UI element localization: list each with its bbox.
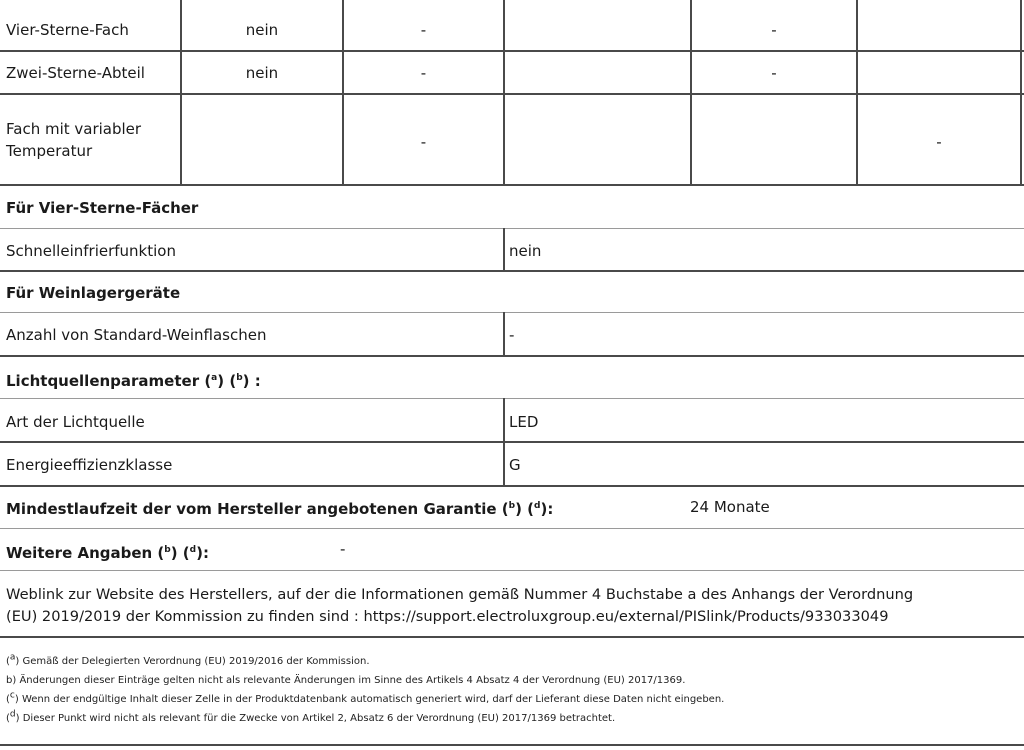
label-text: Weitere Angaben bbox=[6, 544, 153, 562]
footnote-ref: d bbox=[189, 545, 197, 555]
footnote-text: Wenn der endgültige Inhalt dieser Zelle in der Produktdatenbank automatisch generiert wird, darf der Lieferant diese Daten nicht eingeben. bbox=[21, 694, 725, 705]
row-divider bbox=[0, 184, 1024, 186]
label-colon: : bbox=[547, 500, 554, 518]
column-divider bbox=[1020, 0, 1022, 184]
cell-value: - bbox=[420, 64, 427, 82]
row-label: Zwei-Sterne-Abteil bbox=[6, 64, 145, 82]
row-divider bbox=[0, 355, 1024, 357]
section-heading: Für Vier-Sterne-Fächer bbox=[6, 199, 199, 217]
section-heading: Lichtquellenparameter ($^a$) ($^b$) : bbox=[6, 372, 261, 390]
row-label: Vier-Sterne-Fach bbox=[6, 21, 129, 39]
warranty-label: Mindestlaufzeit der vom Hersteller angebotenen Garantie ($^b$) ($^d$): bbox=[6, 500, 554, 518]
footnote-ref: b bbox=[236, 373, 243, 383]
footnote-mark: c bbox=[9, 690, 15, 701]
footnote: ($^a$) Gemäß der Delegierten Verordnung (EU) 2019/2016 der Kommission. bbox=[6, 652, 370, 667]
cell-value: - bbox=[420, 133, 427, 151]
label-colon: : bbox=[202, 544, 209, 562]
warranty-value: 24 Monate bbox=[690, 498, 770, 516]
cell-value: nein bbox=[245, 21, 279, 39]
cell-value: G bbox=[509, 456, 521, 474]
footnote-mark: d bbox=[9, 709, 16, 720]
row-divider bbox=[0, 50, 1024, 52]
more-info-value: - bbox=[340, 540, 346, 558]
cell-value: - bbox=[771, 21, 777, 39]
cell-value: - bbox=[420, 21, 427, 39]
row-divider bbox=[0, 228, 1024, 229]
more-info-label: Weitere Angaben ($^b$) ($^d$): bbox=[6, 544, 209, 562]
cell-value: - bbox=[509, 326, 515, 344]
row-label: Energieeffizienzklasse bbox=[6, 456, 173, 474]
footnote-ref: a bbox=[211, 373, 218, 383]
label-text: Mindestlaufzeit der vom Hersteller angebotenen Garantie bbox=[6, 500, 497, 518]
footnote-text: Gemäß der Delegierten Verordnung (EU) 2019/2016 der Kommission. bbox=[22, 656, 370, 667]
cell-value: nein bbox=[509, 242, 542, 260]
row-label: Temperatur bbox=[6, 142, 93, 160]
row-divider bbox=[0, 636, 1024, 638]
footnote-ref: b bbox=[508, 501, 516, 511]
cell-value: - bbox=[936, 133, 942, 151]
row-label: Art der Lichtquelle bbox=[6, 413, 145, 431]
cell-value: - bbox=[771, 64, 777, 82]
footnote-ref: b bbox=[164, 545, 171, 555]
column-divider bbox=[503, 398, 505, 485]
footnote bbox=[6, 675, 685, 687]
row-label: Schnelleinfrierfunktion bbox=[6, 242, 176, 260]
row-divider bbox=[0, 270, 1024, 272]
cell-value: LED bbox=[509, 413, 539, 431]
footnote: ($^d$) Dieser Punkt wird nicht als relevant für die Zwecke von Artikel 2, Absatz 6 der Verordnung (EU) 2017/1369 betrachtet. bbox=[6, 709, 616, 724]
weblink-text: (EU) 2019/2019 der Kommission zu finden sind : https://support.electroluxgroup.eu/external/PISlink/Products/933033049 bbox=[6, 608, 889, 625]
row-divider bbox=[0, 570, 1024, 571]
row-divider bbox=[0, 441, 1024, 443]
heading-colon: : bbox=[254, 372, 261, 390]
row-divider bbox=[0, 398, 1024, 399]
row-label: Anzahl von Standard-Weinflaschen bbox=[6, 326, 267, 344]
footnote-mark: b) bbox=[6, 675, 17, 686]
row-divider bbox=[0, 312, 1024, 313]
footnote-text: Änderungen dieser Einträge gelten nicht als relevante Änderungen im Sinne des Artikels 4 Absatz 4 der Verordnung (EU) 2017/1369. bbox=[19, 675, 686, 686]
row-divider bbox=[0, 744, 1024, 746]
row-divider bbox=[0, 528, 1024, 529]
footnote-ref: d bbox=[534, 501, 541, 511]
heading-text: Lichtquellenparameter bbox=[6, 372, 200, 390]
footnote-text: Dieser Punkt wird nicht als relevant für die Zwecke von Artikel 2, Absatz 6 der Verordnung (EU) 2017/1369 betrachtet. bbox=[22, 713, 616, 724]
weblink-text: Weblink zur Website des Herstellers, auf der die Informationen gemäß Nummer 4 Buchstabe a des Anhangs der Verordnung bbox=[6, 586, 914, 603]
column-divider bbox=[503, 228, 505, 270]
row-label: Fach mit variabler bbox=[6, 120, 142, 138]
column-divider bbox=[856, 0, 858, 184]
footnote-mark: a bbox=[9, 652, 16, 663]
row-divider bbox=[0, 485, 1024, 487]
row-divider bbox=[0, 93, 1024, 95]
cell-value: nein bbox=[245, 64, 279, 82]
footnote: ($^c$) Wenn der endgültige Inhalt dieser Zelle in der Produktdatenbank automatisch generiert wird, darf der Lieferant diese Daten nicht eingeben. bbox=[6, 690, 725, 705]
column-divider bbox=[503, 0, 505, 184]
section-heading: Für Weinlagergeräte bbox=[6, 284, 181, 302]
column-divider bbox=[503, 312, 505, 355]
